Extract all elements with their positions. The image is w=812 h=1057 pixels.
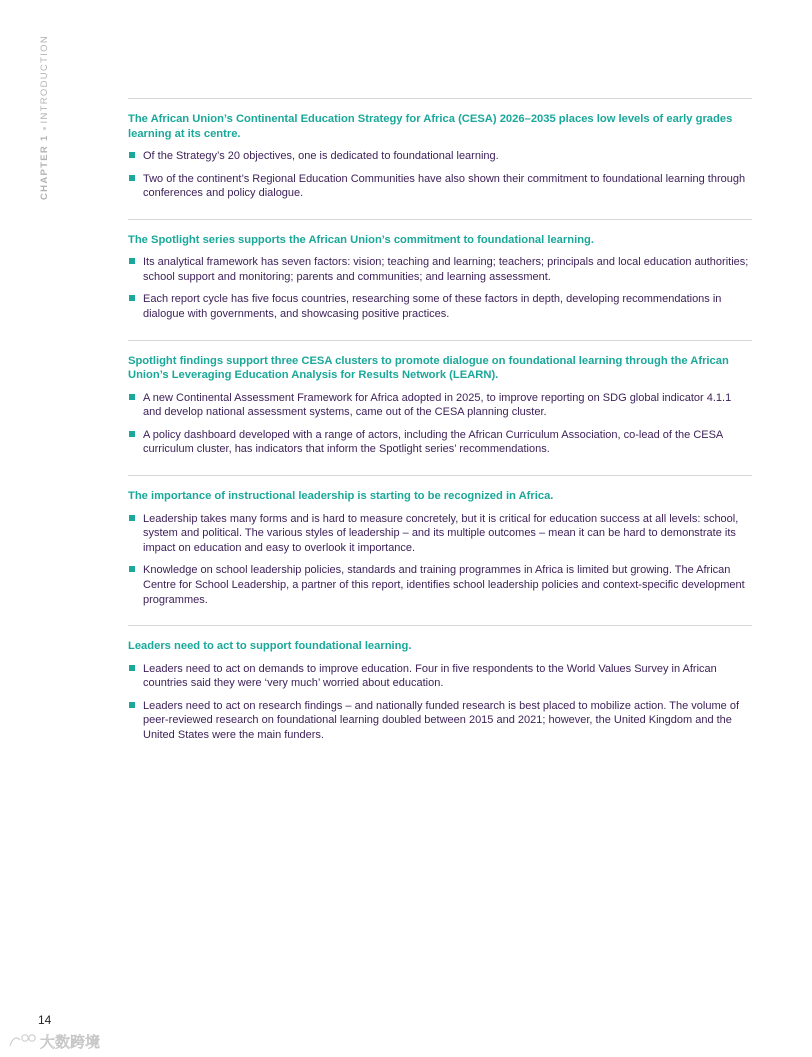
bullet-square-icon xyxy=(129,431,135,437)
list-item xyxy=(128,292,752,321)
bullet-square-icon xyxy=(129,566,135,572)
bullet-list xyxy=(128,149,752,201)
section-heading: Spotlight findings support three CESA clusters to promote dialogue on foundational learning through the African Union’s Leveraging Education Analysis for Results Network (LEARN). xyxy=(128,354,729,382)
bullet-list xyxy=(128,512,752,608)
section-heading: The African Union’s Continental Education Strategy for Africa (CESA) 2026–2035 places low levels of early grades learning at its centre. xyxy=(128,113,733,140)
bullet-square-icon xyxy=(129,152,135,158)
list-item-text: Leaders need to act on research findings – and nationally funded research is best placed to mobilize action. The volume of peer-reviewed research on foundational learning doubled between 2015 and 2021; however, the United Kingdom and the United States were the main funders. xyxy=(143,699,739,741)
section-cesa-strategy xyxy=(128,98,752,219)
list-item xyxy=(128,172,752,201)
bullet-list xyxy=(128,662,752,743)
chapter-sidebar-label xyxy=(38,35,52,200)
list-item-text: Its analytical framework has seven factors: vision; teaching and learning; teachers; principals and local education authorities; school support and monitoring; parents and communities; and learning assessment. xyxy=(143,256,749,283)
section-cesa-clusters xyxy=(128,340,752,475)
bullet-square-icon xyxy=(129,258,135,264)
main-content xyxy=(128,98,752,761)
list-item xyxy=(128,662,752,691)
list-item xyxy=(128,512,752,556)
section-heading: The importance of instructional leadership is starting to be recognized in Africa. xyxy=(128,490,554,503)
list-item xyxy=(128,149,752,164)
page-number: 14 xyxy=(38,1013,52,1027)
section-heading: Leaders need to act to support foundational learning. xyxy=(128,640,412,653)
section-heading: The Spotlight series supports the African Union’s commitment to foundational learning. xyxy=(128,233,594,246)
list-item-text: Knowledge on school leadership policies, standards and training programmes in Africa is limited but growing. The African Centre for School Leadership, a partner of this report, identifies school leadership policies and context-specific development programmes. xyxy=(143,564,745,606)
list-item xyxy=(128,428,752,457)
bullet-list xyxy=(128,391,752,457)
bullet-square-icon xyxy=(129,394,135,400)
bullet-square-icon xyxy=(129,175,135,181)
list-item-text: A policy dashboard developed with a range of actors, including the African Curriculum Association, co-lead of the CESA curriculum cluster, has indicators that inform the Spotlight series’ recommendations. xyxy=(143,428,723,456)
list-item-text: Each report cycle has five focus countries, researching some of these factors in depth, developing recommendations in dialogue with governments, and showcasing positive practices. xyxy=(143,293,722,321)
chapter-title: INTRODUCTION xyxy=(39,35,50,124)
list-item xyxy=(128,699,752,743)
section-leaders-act xyxy=(128,625,752,760)
list-item-text: Leadership takes many forms and is hard to measure concretely, but it is critical for education success at all levels: school, system and political. The various styles of leadership – and its multiple outcomes – mean it can be hard to demonstrate its impact on education and easy to overlook it importance. xyxy=(143,512,739,554)
bullet-square-icon xyxy=(129,702,135,708)
list-item xyxy=(128,255,752,284)
bullet-square-icon xyxy=(129,515,135,521)
list-item xyxy=(128,391,752,420)
list-item xyxy=(128,563,752,607)
watermark-logo xyxy=(8,1030,118,1052)
separator-dot xyxy=(43,127,46,130)
watermark-text: 大数跨境 xyxy=(40,1033,101,1051)
watermark-swirl-icon xyxy=(10,1038,20,1046)
section-instructional-leadership xyxy=(128,475,752,625)
list-item-text: A new Continental Assessment Framework for Africa adopted in 2025, to improve reporting on SDG global indicator 4.1.1 and develop national assessment systems, came out of the CESA planning cluster. xyxy=(143,391,732,419)
bullet-square-icon xyxy=(129,295,135,301)
list-item-text: Two of the continent’s Regional Education Communities have also shown their commitment to foundational learning through conferences and policy dialogue. xyxy=(143,172,746,200)
list-item-text: Leaders need to act on demands to improve education. Four in five respondents to the World Values Survey in African countries said they were ‘very much’ worried about education. xyxy=(143,662,717,690)
list-item-text: Of the Strategy’s 20 objectives, one is dedicated to foundational learning. xyxy=(143,150,499,162)
section-spotlight-series xyxy=(128,219,752,340)
bullet-list xyxy=(128,255,752,321)
bullet-square-icon xyxy=(129,665,135,671)
chapter-number: CHAPTER 1 xyxy=(39,134,50,200)
